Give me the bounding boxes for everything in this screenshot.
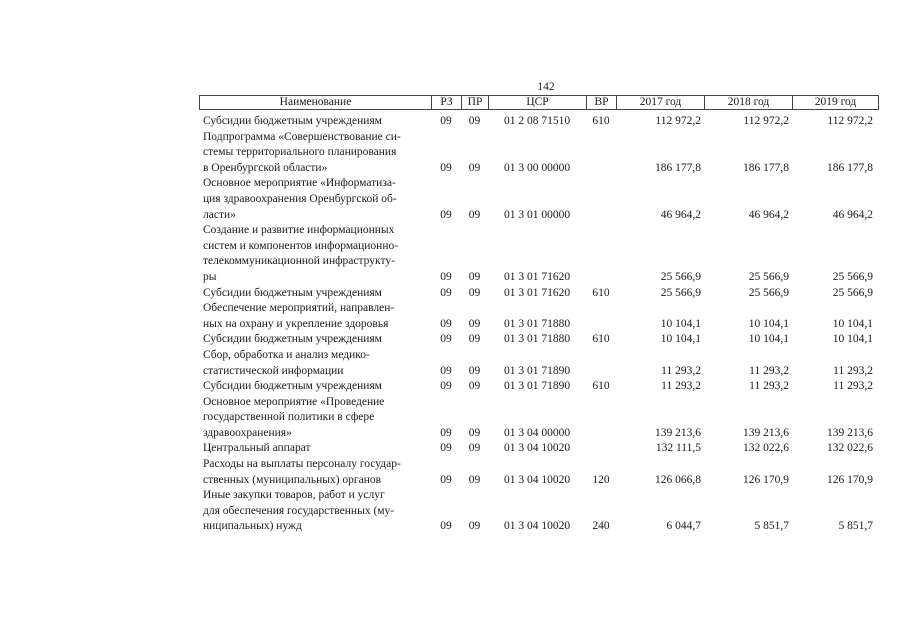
row-csr: 01 3 01 71880	[503, 317, 571, 330]
row-name-line: ных на охрану и укрепление здоровья	[203, 317, 389, 330]
table-row	[199, 176, 879, 223]
header-pr: ПР	[461, 95, 488, 110]
row-name-line: Иные закупки товаров, работ и услуг	[203, 489, 385, 502]
table-row	[199, 332, 879, 348]
row-2017: 126 066,8	[655, 473, 701, 486]
row-vr: 120	[592, 473, 610, 486]
row-2018: 46 964,2	[748, 208, 789, 221]
row-name-line: статистической информации	[203, 364, 344, 377]
row-2019: 10 104,1	[832, 317, 873, 330]
row-2018: 11 293,2	[749, 380, 789, 393]
row-rz: 09	[440, 115, 452, 127]
row-name	[199, 379, 431, 395]
table-row	[199, 223, 879, 285]
row-name-line: для обеспечения государственных (му-	[203, 504, 395, 517]
row-pr: 09	[468, 442, 481, 455]
row-2019: 25 566,9	[832, 286, 873, 299]
row-2018: 132 022,6	[743, 442, 789, 455]
row-csr: 01 3 04 10020	[503, 442, 571, 455]
row-csr: 01 3 01 71880	[503, 333, 571, 346]
header-name: Наименование	[199, 95, 431, 110]
row-2019: 112 972,2	[827, 115, 873, 127]
row-2018: 186 177,8	[743, 161, 789, 174]
row-name	[199, 223, 431, 285]
table-row	[199, 286, 879, 302]
header-2019: 2019 год	[792, 95, 879, 110]
row-name-line: Основное мероприятие «Проведение	[203, 395, 385, 408]
header-csr: ЦСР	[488, 95, 586, 110]
row-vr: 610	[592, 380, 610, 393]
row-pr: 09	[468, 161, 481, 174]
row-name	[199, 348, 431, 379]
row-vr: 610	[592, 286, 610, 299]
row-2019: 186 177,8	[827, 161, 873, 174]
row-2017: 10 104,1	[660, 317, 701, 330]
table-row	[199, 488, 879, 535]
row-name-line: телекоммуникационной инфраструкту-	[203, 255, 395, 268]
row-rz: 09	[440, 364, 452, 377]
row-rz: 09	[440, 473, 452, 486]
row-csr: 01 3 01 71620	[503, 270, 571, 283]
table-row	[199, 114, 879, 130]
row-name	[199, 176, 431, 223]
row-2017: 112 972,2	[655, 115, 701, 127]
row-rz: 09	[440, 520, 452, 533]
row-2019: 10 104,1	[832, 333, 873, 346]
row-rz: 09	[440, 333, 452, 346]
row-name-line: Центральный аппарат	[203, 442, 311, 455]
row-name-line: ры	[203, 270, 217, 283]
row-name	[199, 286, 431, 302]
row-2019: 11 293,2	[833, 364, 873, 377]
row-csr: 01 3 04 10020	[503, 473, 571, 486]
row-name-line: ция здравоохранения Оренбургской об-	[203, 192, 397, 205]
row-2019: 126 170,9	[827, 473, 873, 486]
row-vr: 610	[592, 115, 610, 127]
row-name	[199, 395, 431, 442]
header-2018: 2018 год	[704, 95, 792, 110]
row-name-line: Субсидии бюджетным учреждениям	[203, 286, 382, 299]
row-2018: 25 566,9	[748, 270, 789, 283]
row-2018: 10 104,1	[748, 317, 789, 330]
row-name-line: ниципальных) нужд	[203, 520, 302, 533]
row-2017: 46 964,2	[660, 208, 701, 221]
row-pr: 09	[468, 426, 481, 439]
row-pr: 09	[468, 473, 481, 486]
row-csr: 01 3 00 00000	[503, 161, 571, 174]
row-name-line: государственной политики в сфере	[203, 411, 375, 424]
table-row	[199, 301, 879, 332]
row-2017: 6 044,7	[666, 520, 701, 533]
row-name	[199, 301, 431, 332]
table-row	[199, 130, 879, 177]
row-name	[199, 130, 431, 177]
header-rz: РЗ	[431, 95, 461, 110]
row-2018: 5 851,7	[754, 520, 789, 533]
row-2018: 139 213,6	[743, 426, 789, 439]
row-2017: 11 293,2	[661, 380, 701, 393]
row-2017: 132 111,5	[655, 442, 701, 455]
row-pr: 09	[468, 364, 481, 377]
row-name	[199, 488, 431, 535]
row-2018: 11 293,2	[749, 364, 789, 377]
row-2017: 25 566,9	[660, 270, 701, 283]
row-pr: 09	[468, 208, 481, 221]
row-name-line: в Оренбургской области»	[203, 161, 328, 174]
row-rz: 09	[440, 380, 452, 393]
row-name-line: Субсидии бюджетным учреждениям	[203, 333, 382, 346]
row-vr: 610	[592, 333, 610, 346]
row-csr: 01 3 04 10020	[503, 520, 571, 533]
row-name	[199, 114, 431, 130]
row-2017: 139 213,6	[655, 426, 701, 439]
row-name-line: Создание и развитие информационных	[203, 224, 395, 237]
row-name-line: ласти»	[203, 208, 236, 221]
row-rz: 09	[440, 208, 452, 221]
row-2019: 46 964,2	[832, 208, 873, 221]
table-row	[199, 441, 879, 457]
row-2018: 112 972,2	[743, 115, 789, 127]
row-name-line: систем и компонентов информационно-	[203, 239, 399, 252]
row-name-line: Основное мероприятие «Информатиза-	[203, 177, 396, 190]
row-name-line: Сбор, обработка и анализ медико-	[203, 348, 370, 361]
row-pr: 09	[468, 115, 481, 127]
row-2018: 10 104,1	[748, 333, 789, 346]
row-csr: 01 3 01 71890	[503, 380, 571, 393]
row-csr: 01 3 04 00000	[503, 426, 571, 439]
row-rz: 09	[440, 286, 452, 299]
row-name	[199, 332, 431, 348]
row-2019: 11 293,2	[833, 380, 873, 393]
row-name-line: ственных (муниципальных) органов	[203, 473, 382, 486]
row-vr: 240	[592, 520, 610, 533]
row-name-line: Подпрограмма «Совершенствование си-	[203, 130, 401, 143]
row-pr: 09	[468, 270, 481, 283]
row-name-line: Субсидии бюджетным учреждениям	[203, 115, 382, 127]
table-row	[199, 348, 879, 379]
table-row	[199, 457, 879, 488]
row-2018: 25 566,9	[748, 286, 789, 299]
row-pr: 09	[468, 333, 481, 346]
header-2017: 2017 год	[616, 95, 704, 110]
row-2017: 10 104,1	[660, 333, 701, 346]
row-2017: 11 293,2	[661, 364, 701, 377]
row-name-line: Обеспечение мероприятий, направлен-	[203, 302, 395, 315]
row-name	[199, 457, 431, 488]
row-2017: 186 177,8	[655, 161, 701, 174]
row-2017: 25 566,9	[660, 286, 701, 299]
row-rz: 09	[440, 270, 452, 283]
row-2019: 25 566,9	[832, 270, 873, 283]
row-csr: 01 3 01 71890	[503, 364, 571, 377]
row-rz: 09	[440, 317, 452, 330]
row-rz: 09	[440, 442, 452, 455]
row-csr: 01 3 01 71620	[503, 286, 571, 299]
row-pr: 09	[468, 520, 481, 533]
row-rz: 09	[440, 161, 452, 174]
row-csr: 01 2 08 71510	[503, 115, 571, 127]
row-pr: 09	[468, 317, 481, 330]
row-name	[199, 441, 431, 457]
row-pr: 09	[468, 286, 481, 299]
table-header	[199, 95, 879, 110]
row-rz: 09	[440, 426, 452, 439]
table-row	[199, 379, 879, 395]
table-row	[199, 395, 879, 442]
row-2019: 5 851,7	[838, 520, 873, 533]
row-pr: 09	[468, 380, 481, 393]
table-body	[199, 114, 879, 535]
header-vr: ВР	[586, 95, 616, 110]
row-name-line: Расходы на выплаты персоналу государ-	[203, 458, 401, 471]
row-2019: 132 022,6	[827, 442, 873, 455]
row-name-line: Субсидии бюджетным учреждениям	[203, 380, 382, 393]
row-name-line: здравоохранения»	[203, 426, 292, 439]
row-2018: 126 170,9	[743, 473, 789, 486]
row-2019: 139 213,6	[827, 426, 873, 439]
page-number: 142	[537, 81, 555, 93]
row-name-line: стемы территориального планирования	[203, 146, 397, 159]
row-csr: 01 3 01 00000	[503, 208, 571, 221]
